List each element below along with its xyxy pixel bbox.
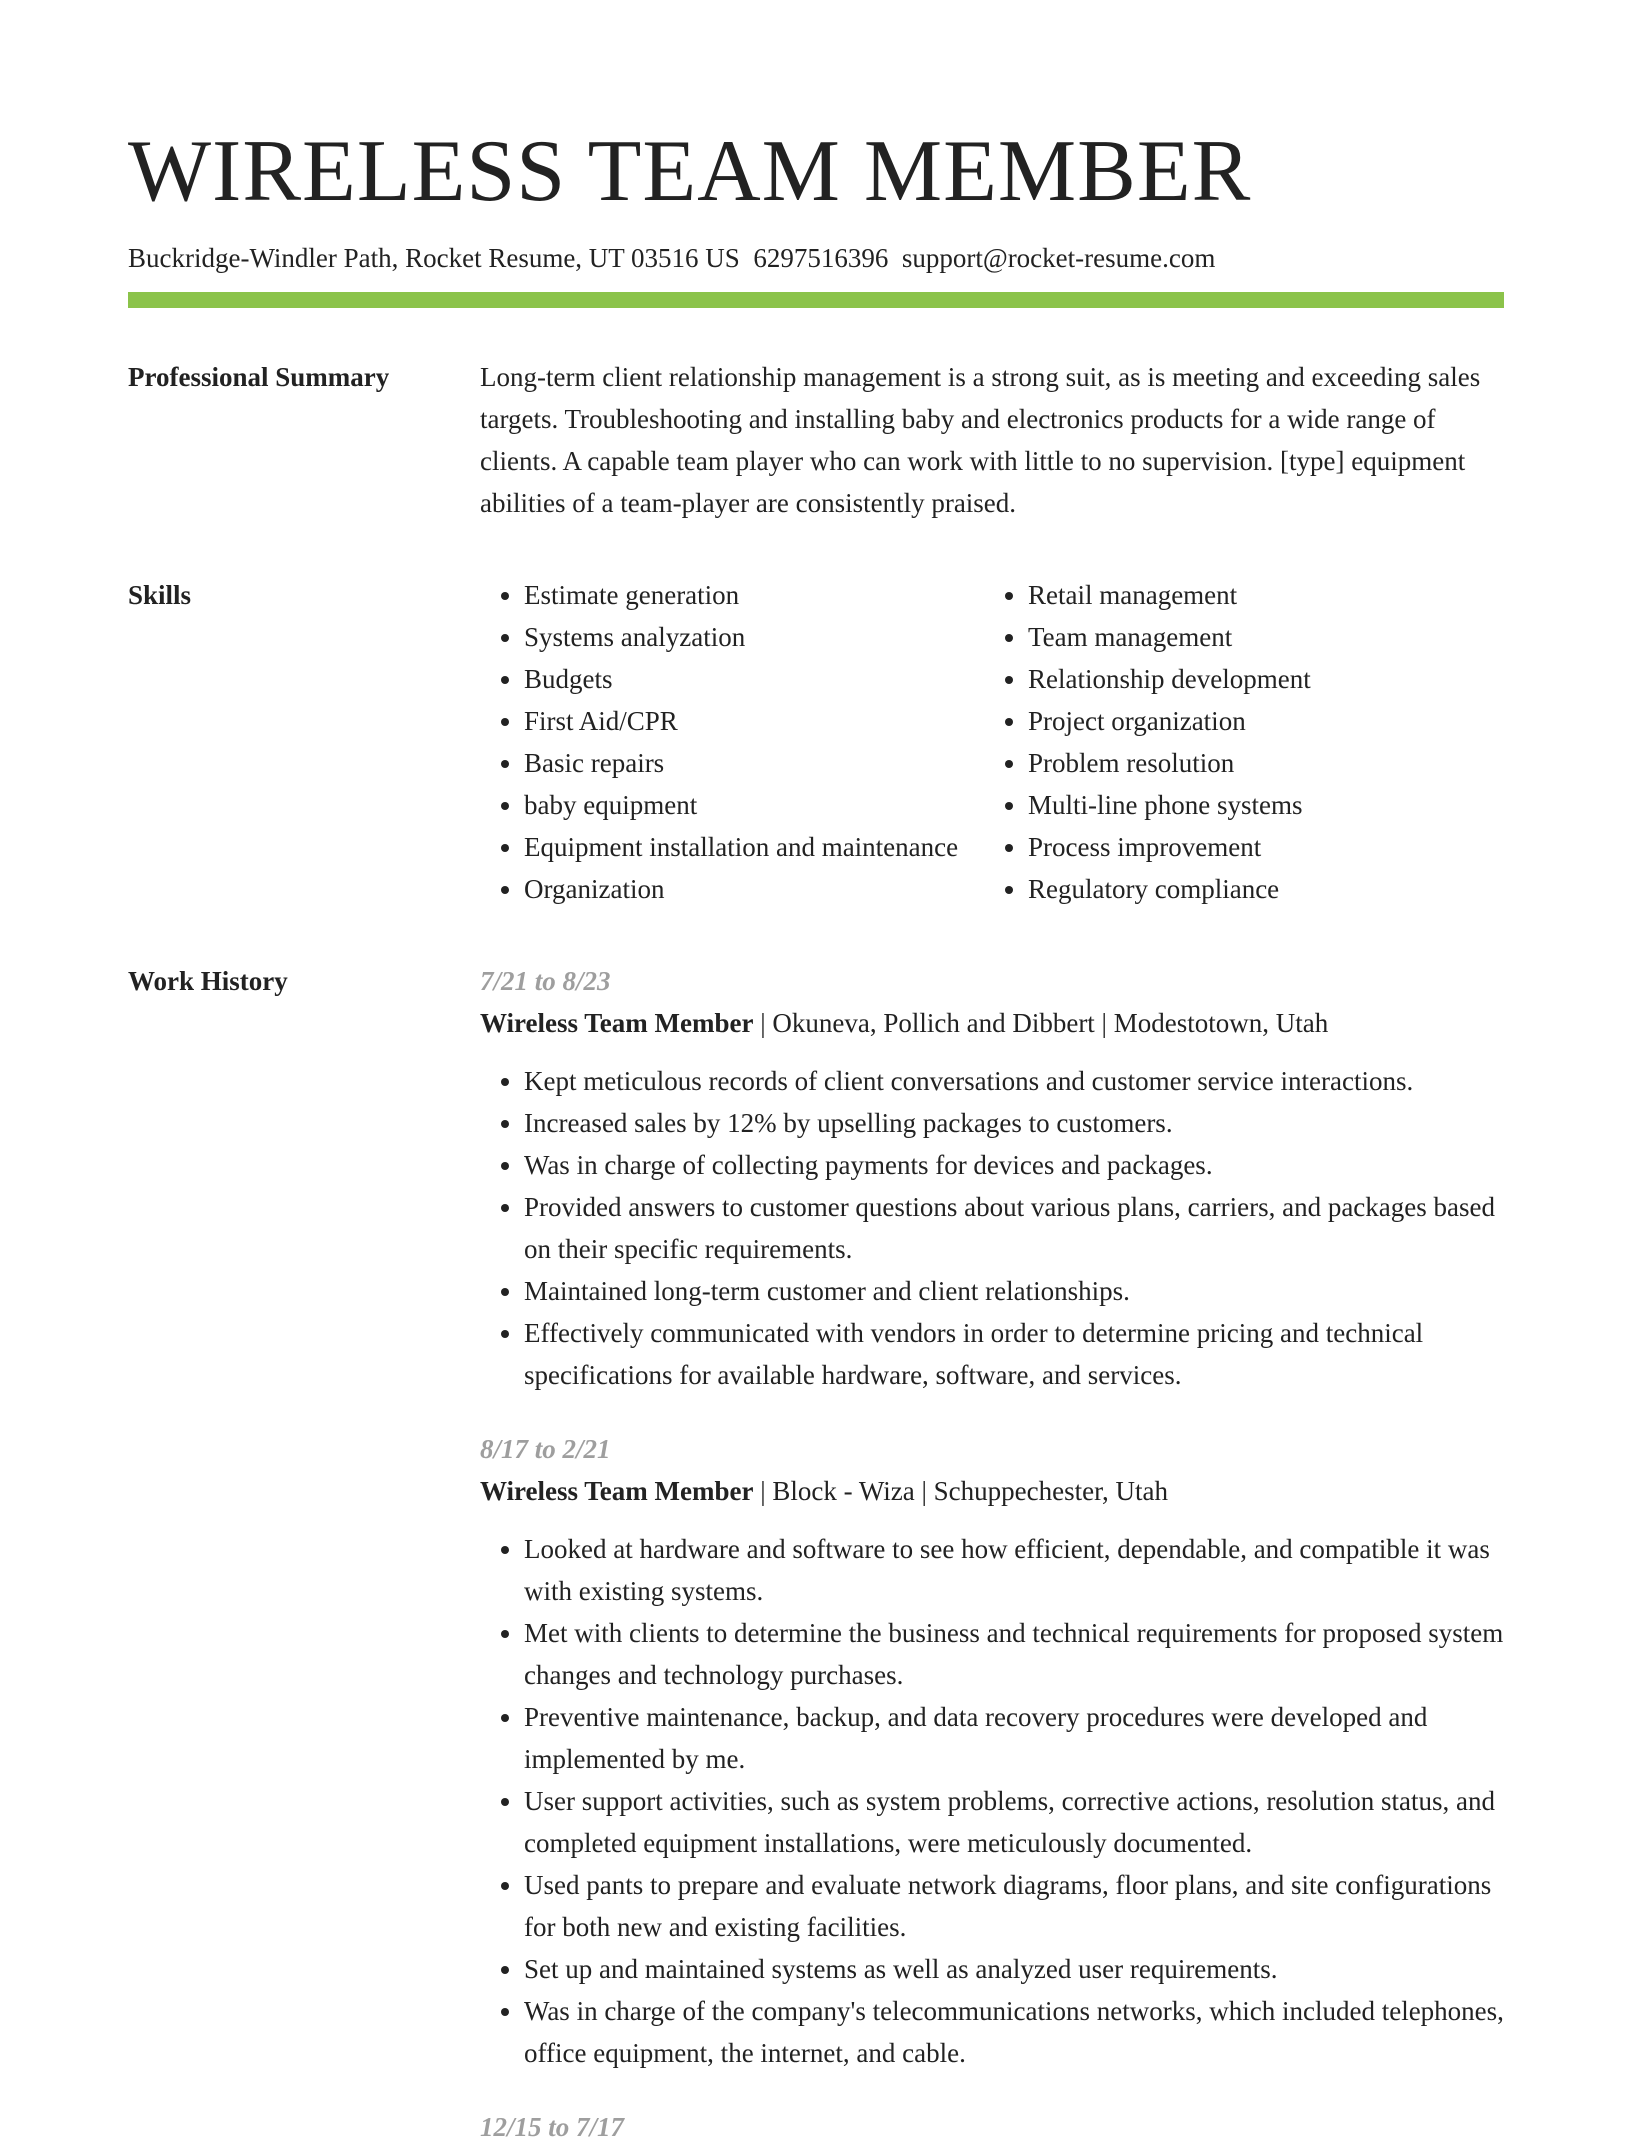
skill-item: • Systems analyzation (524, 616, 984, 658)
job-bullet: • Was in charge of the company's telecommunications networks, which included telephones, office equipment, the internet, and cable. (524, 1990, 1504, 2074)
skills-list-left (480, 574, 984, 910)
skill-item: • Relationship development (1028, 658, 1504, 700)
work-history-section (128, 960, 1504, 2148)
contact-email: support@rocket-resume.com (901, 243, 1216, 273)
summary-content (480, 356, 1504, 524)
job-bullet: • Was in charge of collecting payments for devices and packages. (524, 1144, 1504, 1186)
job-company-location: | Okuneva, Pollich and Dibbert | Modestotown, Utah (753, 1008, 1329, 1039)
job-bullets (480, 1060, 1504, 1396)
skill-item: • Project organization (1028, 700, 1504, 742)
job-title-line (480, 1002, 1504, 1044)
work-history-content (480, 960, 1504, 2148)
job-entry (480, 2106, 1504, 2148)
job-bullet: • Maintained long-term customer and client relationships. (524, 1270, 1504, 1312)
job-bullet: • Set up and maintained systems as well as analyzed user requirements. (524, 1948, 1504, 1990)
skill-item: • Retail management (1028, 574, 1504, 616)
job-title-line (480, 1470, 1504, 1512)
job-title: Wireless Team Member (480, 1476, 754, 1507)
section-label-summary: Professional Summary (128, 362, 390, 393)
job-bullet: • Met with clients to determine the business and technical requirements for proposed system changes and technology purchases. (524, 1612, 1504, 1696)
summary-section (128, 356, 1504, 524)
skill-item: • Budgets (524, 658, 984, 700)
job-bullet: • Preventive maintenance, backup, and data recovery procedures were developed and implemented by me. (524, 1696, 1504, 1780)
job-bullet: • Provided answers to customer questions about various plans, carriers, and packages based on their specific requirements. (524, 1186, 1504, 1270)
skill-item: • Regulatory compliance (1028, 868, 1504, 910)
job-dates: 8/17 to 2/21 (480, 1434, 611, 1465)
summary-text: Long-term client relationship management is a strong suit, as is meeting and exceeding sales targets. Troubleshooting and installing baby and electronics products for a wide range of clients. A capable team player who can work with little to no supervision. [type] equipment abilities of a team-player are consistently praised. (480, 362, 1481, 519)
skill-item: • Equipment installation and maintenance (524, 826, 984, 868)
section-label-skills: Skills (128, 580, 192, 611)
job-bullet: • User support activities, such as system problems, corrective actions, resolution status, and completed equipment installations, were meticulously documented. (524, 1780, 1504, 1864)
skill-item: • First Aid/CPR (524, 700, 984, 742)
job-entry (480, 960, 1504, 1396)
job-dates: 7/21 to 8/23 (480, 966, 611, 997)
section-label-work-history: Work History (128, 966, 288, 997)
skill-item: • Organization (524, 868, 984, 910)
job-title: Wireless Team Member (480, 1008, 754, 1039)
job-entry (480, 1428, 1504, 2074)
job-bullet: • Increased sales by 12% by upselling packages to customers. (524, 1102, 1504, 1144)
skill-item: • Estimate generation (524, 574, 984, 616)
contact-phone: 6297516396 (753, 243, 889, 273)
job-bullet: • Kept meticulous records of client conversations and customer service interactions. (524, 1060, 1504, 1102)
skills-section (128, 574, 1504, 910)
job-bullet: • Looked at hardware and software to see how efficient, dependable, and compatible it was with existing systems. (524, 1528, 1504, 1612)
contact-line (128, 242, 1504, 274)
skill-item: • Basic repairs (524, 742, 984, 784)
header-divider (128, 292, 1504, 308)
contact-address: Buckridge-Windler Path, Rocket Resume, UT 03516 US (128, 243, 740, 273)
skill-item: • Process improvement (1028, 826, 1504, 868)
job-dates: 12/15 to 7/17 (480, 2112, 625, 2143)
page-title: WIRELESS TEAM MEMBER (128, 123, 1252, 220)
skill-item: • Problem resolution (1028, 742, 1504, 784)
job-company-location: | Block - Wiza | Schuppechester, Utah (753, 1476, 1168, 1507)
job-bullet: • Effectively communicated with vendors in order to determine pricing and technical specifications for available hardware, software, and services. (524, 1312, 1504, 1396)
skill-item: • baby equipment (524, 784, 984, 826)
skills-content (480, 574, 1504, 910)
skill-item: • Team management (1028, 616, 1504, 658)
job-bullet: • Used pants to prepare and evaluate network diagrams, floor plans, and site configurations for both new and existing facilities. (524, 1864, 1504, 1948)
skill-item: • Multi-line phone systems (1028, 784, 1504, 826)
skills-list-right (984, 574, 1504, 910)
job-bullets (480, 1528, 1504, 2074)
